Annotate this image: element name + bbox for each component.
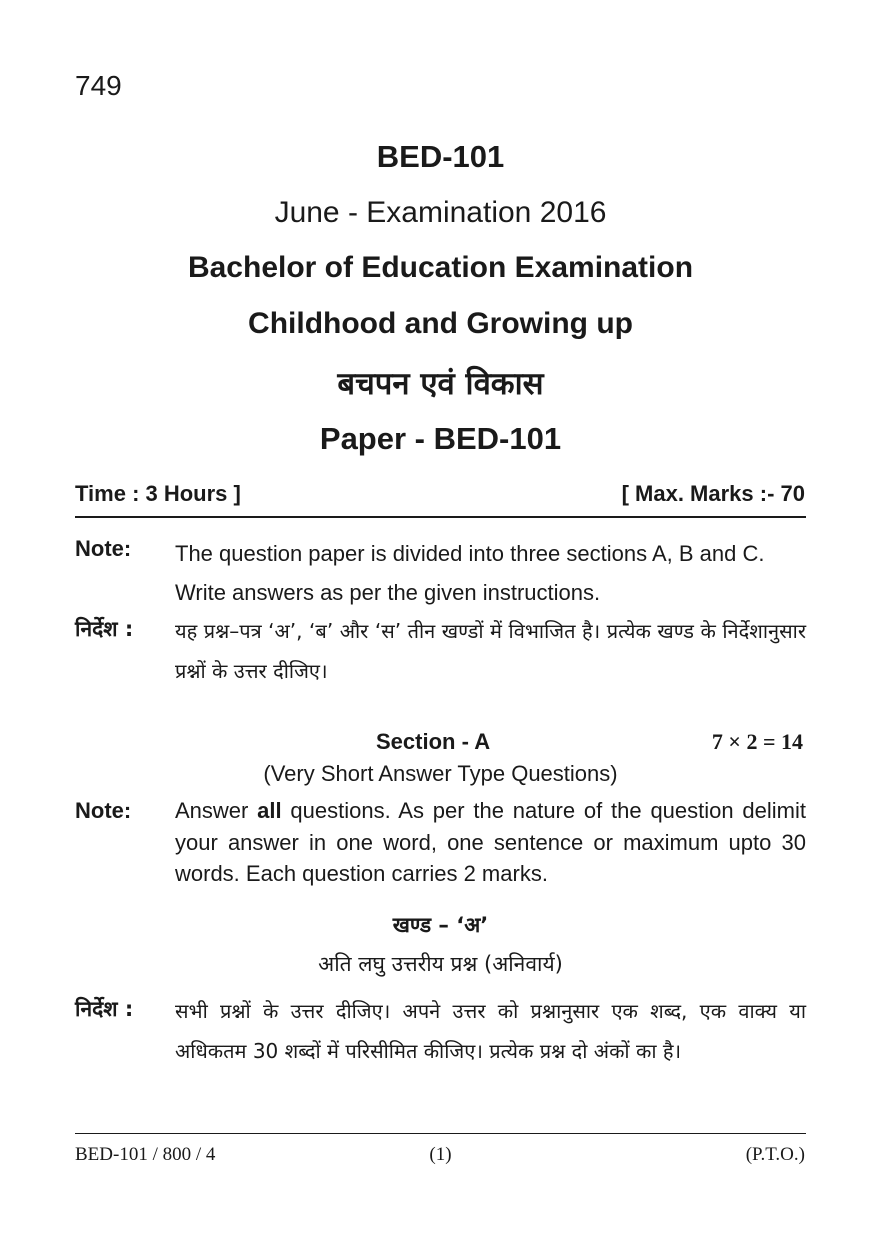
subject-title-hindi: बचपन एवं विकास — [337, 366, 544, 402]
hindi-instruction-label: निर्देश : — [75, 617, 134, 641]
note-text-end: questions. As per the nature of the question delimit your answer in one word, one sentence or maximum upto 30 words. Each question carries 2 marks. — [175, 798, 806, 886]
subject-title: Childhood and Growing up — [248, 307, 633, 340]
header-divider — [75, 516, 806, 518]
section-a-note-text — [175, 795, 806, 890]
footer-pto: (P.T.O.) — [745, 1144, 805, 1165]
max-marks: [ Max. Marks :- 70 — [621, 481, 805, 506]
time-allowed: Time : 3 Hours ] — [75, 481, 241, 506]
section-a-subtitle: (Very Short Answer Type Questions) — [263, 761, 618, 786]
note-text-start: Answer — [175, 798, 258, 823]
section-a-marks: 7 × 2 = 14 — [711, 729, 803, 754]
paper-title: Paper - BED-101 — [319, 421, 562, 456]
degree-title: Bachelor of Education Examination — [187, 251, 694, 284]
section-a-title: Section - A — [376, 729, 491, 754]
section-a-hindi-text: सभी प्रश्नों के उत्तर दीजिए। अपने उत्तर को प्रश्नानुसार एक शब्द, एक वाक्य या अधिकतम 30 शब्दों में परिसीमित कीजिए। प्रत्येक प्रश्न दो अंकों का है। — [175, 999, 806, 1063]
footer-page-number: (1) — [429, 1144, 452, 1165]
hindi-instruction-text: यह प्रश्न–पत्र ‘अ’, ‘ब’ और ‘स’ तीन खण्डों में विभाजित है। प्रत्येक खण्ड के निर्देशानुसार प्रश्नों के उत्तर दीजिए। — [175, 619, 806, 683]
section-a-hindi-title: खण्ड – ‘अ’ — [392, 913, 489, 937]
note-label: Note: — [75, 536, 132, 561]
exam-session: June - Examination 2016 — [274, 196, 607, 229]
section-a-hindi-label: निर्देश : — [75, 997, 134, 1021]
section-a-hindi-subtitle: अति लघु उत्तरीय प्रश्न (अनिवार्य) — [318, 952, 563, 976]
section-a-note-label: Note: — [75, 798, 132, 823]
page-number: 749 — [75, 70, 122, 101]
course-code: BED-101 — [376, 139, 505, 174]
note-text-emphasis: all — [257, 798, 282, 823]
footer-code: BED-101 / 800 / 4 — [75, 1144, 216, 1165]
note-text: The question paper is divided into three sections A, B and C. Write answers as per the given instructions. — [175, 541, 765, 605]
footer-divider — [75, 1133, 806, 1134]
